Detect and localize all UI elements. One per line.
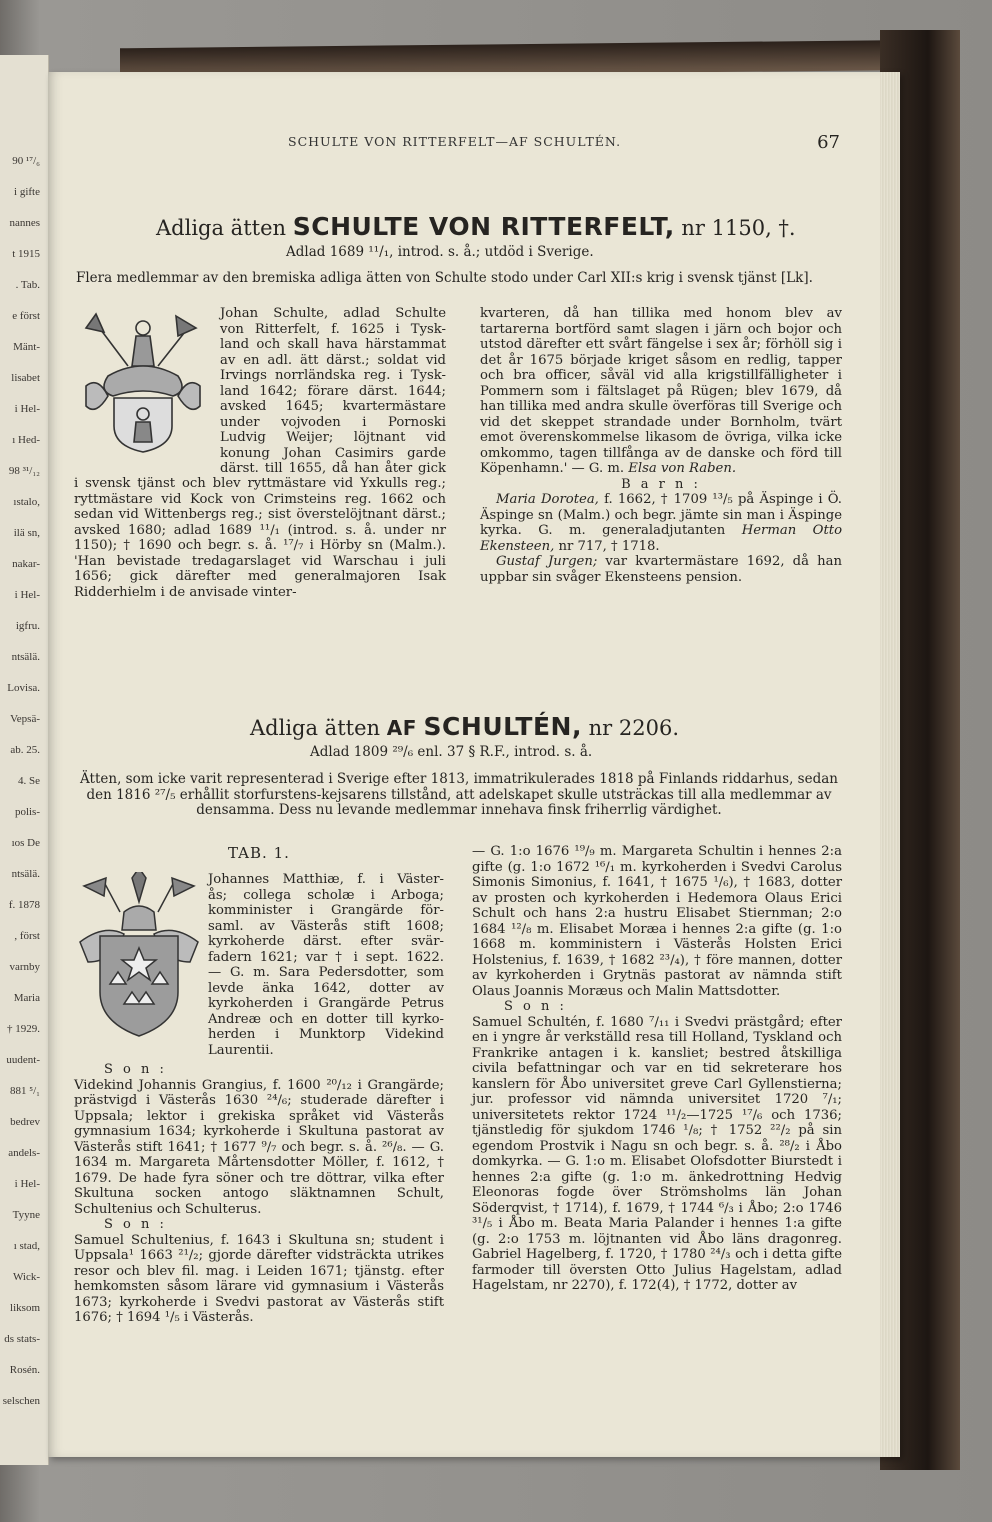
prev-page-fragment: t 1915: [12, 248, 40, 260]
family2-title-af: AF: [386, 716, 417, 740]
prev-page-fragment: ntsälä.: [11, 651, 40, 663]
family1-title-suffix: nr 1150, †.: [681, 216, 796, 240]
book-page: [48, 72, 900, 1457]
prev-page-fragment: . Tab.: [15, 279, 40, 291]
text-line: Johannes Matthiæ, f. i Väster-: [208, 872, 444, 887]
prev-page-fragment: ı stad,: [13, 1240, 40, 1252]
family1-intro: Flera medlemmar av den bremiska adliga ätten von Schulte stodo under Carl XII:s krig i svensk tjänst [Lk].: [76, 270, 813, 286]
family1-spouse: Elsa von Raben.: [628, 461, 737, 476]
prev-page-fragment: lisabet: [11, 372, 40, 384]
family2-son2-label: S o n :: [104, 1217, 167, 1232]
family2-son3-label: S o n :: [504, 999, 567, 1014]
prev-page-fragment: polis-: [14, 806, 40, 818]
previous-page-edge: [0, 55, 49, 1465]
prev-page-fragment: ı Hed-: [12, 434, 40, 446]
prev-page-fragment: ıos De: [11, 837, 40, 849]
text-line: Laurentii.: [208, 1042, 274, 1058]
prev-page-fragment: Tyyne: [12, 1209, 40, 1221]
family2-title-prefix: Adliga ätten: [250, 716, 381, 740]
page-number: 67: [817, 132, 840, 153]
family2-subtitle: Adlad 1809 ²⁹/₆ enl. 37 § R.F., introd. s. å.: [310, 744, 593, 760]
text-line: under vojvoden i Pornoski: [220, 414, 446, 430]
prev-page-fragment: bedrev: [10, 1116, 40, 1128]
text-line: komminister i Grangärde för-: [208, 903, 444, 918]
text-line: Ludvig Weijer; löjtnant vid: [220, 430, 446, 445]
text-line: saml. av Västerås stift 1608;: [208, 918, 444, 934]
family1-child2: [480, 554, 842, 585]
family2-right-col: [472, 844, 842, 1294]
family1-right-col: [480, 306, 842, 585]
prev-page-fragment: , först: [14, 930, 40, 942]
family1-child1: [480, 492, 842, 554]
prev-page-fragment: i Hel-: [14, 589, 40, 601]
prev-page-fragment: i gifte: [14, 186, 40, 198]
prev-page-fragment: nakar-: [12, 558, 40, 570]
family2-tab: TAB. 1.: [228, 844, 290, 862]
text-line: ås; collega scholæ i Arboga;: [208, 887, 444, 903]
text-line: Andreæ och en dotter till kyrko-: [208, 1011, 444, 1027]
prev-page-fragment: Rosén.: [9, 1364, 40, 1376]
family1-child2-name: Gustaf Jurgen;: [496, 554, 598, 569]
text-line: herden i Munktorp Videkind: [208, 1027, 444, 1042]
family2-title-suffix: nr 2206.: [588, 716, 680, 740]
text-line: av en adl. ätt därst.; soldat vid: [220, 352, 446, 368]
text-line: fadern 1621; var † i sept. 1622.: [208, 949, 444, 965]
family1-subtitle: Adlad 1689 ¹¹/₁, introd. s. å.; utdöd i Sverige.: [286, 244, 594, 260]
family2-intro: Ätten, som icke varit representerad i Sverige efter 1813, immatrikulerades 1818 på Finlands riddarhus, sedan den 1816 ²⁷/₅ erhållit storfurstens-kejsarens tillstånd, att adelskapet skulle utsträckas till alla medlemmar av densamma. Dess nu levande medlemmar innehava finsk friherrlig värdighet.: [80, 771, 838, 818]
family2-son2-text: Samuel Schultenius, f. 1643 i Skultuna sn; student i Uppsala¹ 1663 ²¹/₂; gjorde därefter vidsträckta utrikes resor och blev fil. mag. i Leiden 1671; tjänstg. efter hemkomsten såsom lärare vid gymnasium i Västerås 1673; kyrkoherde i Svedvi pastorat av Västerås stift 1676; † 1694 ¹/₅ i Västerås.: [74, 1232, 444, 1325]
family1-title: [156, 212, 796, 241]
family1-left-col-wrap: [220, 306, 446, 477]
prev-page-fragment: ntsälä.: [11, 868, 40, 880]
text-line: land 1642; förare därst. 1644;: [220, 383, 446, 399]
prev-page-fragment: selschen: [2, 1395, 40, 1407]
family2-son1-text: Videkind Johannis Grangius, f. 1600 ²⁰/₁₂ i Grangärde; prästvigd i Västerås 1630 ²⁴/₆; studerade därefter i Uppsala; lektor i grekiska språket vid Västerås gymnasium 1634; kyrkoherde i Skultuna pastorat av Västerås stift 1641; † 1677 ⁹/₇ och begr. s. å. ²⁶/₈. — G. 1634 m. Margareta Mårtensdotter Möller, f. 1612, † 1679. De hade fyra söner och tre döttrar, vilka efter Skultuna socken antogo släktnamnen Schult, Schultenius och Schulterus.: [74, 1077, 444, 1217]
text-line: därst. till 1655, då han åter gick: [220, 461, 446, 476]
prev-page-fragment: 4. Se: [18, 775, 40, 787]
prev-page-fragment: 90 ¹⁷/₆: [12, 155, 40, 167]
text-line: kyrkoherde därst. efter svär-: [208, 934, 444, 949]
prev-page-fragment: nannes: [9, 217, 40, 229]
text-line: land och skall hava härstammat: [220, 337, 446, 352]
text-line: avsked 1645; kvartermästare: [220, 399, 446, 414]
family2-title-name: SCHULTÉN,: [423, 712, 582, 741]
prev-page-fragment: ıstalo,: [13, 496, 40, 508]
prev-page-fragment: 98 ³¹/₁₂: [8, 465, 40, 477]
family1-right-text: kvarteren, då han tillika med honom blev av tartarerna bortförd samt slagen i järn och bojor och utstod därefter ett svårt fängelse i sex år; förhöll sig i det år 1675 började kriget såsom en redlig, tapper och bra officer, såväl vid alla krigstillfälligheter i Pommern som i fältslaget på Rügen; blev 1679, då han tillika med andra skulle överföras till Sverige och vid det skeppet strandade under Bornholm, tvärt emot överenskommelse likasom de övriga, vilka icke omkommo, tagen tillfånga av de danske och förd till Köpenhamn.' — G. m.: [480, 306, 842, 476]
prev-page-fragment: e först: [12, 310, 40, 322]
family1-left-col-rest: i svensk tjänst och blev ryttmästare vid Yxkulls reg.; ryttmästare vid Kock von Crimsteins reg. 1662 och sedan vid Wittenbergs reg.; sist överstelöjtnant därst.; avsked 1680; adlad 1689 ¹¹/₁ (introd. s. å. under nr 1150); † 1690 och begr. s. å. ¹⁷/₇ i Hörby sn (Malm.). 'Han bevistade tredagarslaget vid Warschau i juli 1656; gick därefter med generalmajoren Isak Ridderhielm i de anvisade vinter-: [74, 476, 446, 600]
prev-page-fragment: ilä sn,: [13, 527, 40, 539]
prev-page-fragment: varnby: [9, 961, 40, 973]
family2-son1-label: S o n :: [104, 1062, 167, 1077]
prev-page-fragment: † 1929.: [7, 1023, 40, 1035]
prev-page-fragment: f. 1878: [8, 899, 40, 911]
text-line: levde änka 1642, dotter av: [208, 980, 444, 996]
family1-title-name: SCHULTE VON RITTERFELT,: [292, 212, 675, 241]
family1-child2-text: var kvartermästare 1692, då han uppbar sin svåger Ekensteens pension.: [480, 554, 842, 585]
family2-left-col-wrap: [208, 872, 444, 1058]
family1-child1-name: Maria Dorotea,: [496, 492, 599, 507]
text-line: Johan Schulte, adlad Schulte: [220, 306, 446, 321]
family1-child1-tail: nr 717, † 1718.: [558, 538, 660, 554]
family1-child1-spouse: Herman Otto Ekensteen,: [480, 523, 843, 554]
coat-of-arms-schulten-icon: [74, 872, 204, 1042]
text-line: von Ritterfelt, f. 1625 i Tysk-: [220, 321, 446, 337]
running-head: SCHULTE VON RITTERFELT—AF SCHULTÉN.: [288, 134, 622, 149]
prev-page-fragment: liksom: [10, 1302, 40, 1314]
prev-page-fragment: Mänt-: [13, 341, 40, 353]
prev-page-fragment: uudent-: [6, 1054, 40, 1066]
family2-left-col-rest: [74, 1062, 444, 1326]
text-line: kyrkoherden i Grangärde Petrus: [208, 996, 444, 1011]
prev-page-fragment: andels-: [8, 1147, 40, 1159]
text-line: Irvings norrländska reg. i Tysk-: [220, 368, 446, 383]
coat-of-arms-schulte-icon: [78, 306, 208, 456]
text-line: — G. m. Sara Pedersdotter, som: [208, 965, 444, 980]
page-edge: [880, 72, 900, 1457]
family1-barn-label: B a r n :: [621, 476, 701, 492]
prev-page-fragment: igfru.: [15, 620, 40, 632]
family1-child1-text: f. 1662, † 1709 ¹³/₅ på Äspinge i Ö. Äspinge sn (Malm.) och begr. jämte sin man i Äspinge kyrka. G. m. generaladjutanten: [480, 492, 842, 538]
prev-page-fragment: Maria: [13, 992, 40, 1004]
prev-page-fragment: Wick-: [12, 1271, 40, 1283]
family2-right-text-1: — G. 1:o 1676 ¹⁹/₉ m. Margareta Schultin i hennes 2:a gifte (g. 1:o 1672 ¹⁶/₁ m. kyrkoherden i Svedvi Carolus Simonis Simonius, f. 1641, † 1675 ¹/₆), † 1683, dotter av prosten och kyrkoherden i Hedemora Olaus Erici Schult och hans 2:a hustru Elisabet Stiernman; 2:o 1684 ¹²/₈ m. Elisabet Moræa i hennes 2:a gifte (g. 1:o 1668 m. komministern i Västerås Holsten Erici Holstenius, f. 1639, † 1682 ²³/₄), † före mannen, dotter av kyrkoherden i Grytnäs pastorat av nämnda stift Olaus Joannis Moræus och Malin Mattsdotter.: [472, 844, 842, 999]
prev-page-fragment: i Hel-: [14, 403, 40, 415]
prev-page-fragment: 881 ⁵/₁: [10, 1085, 40, 1097]
family2-title: [250, 712, 679, 741]
prev-page-fragment: ds stats-: [4, 1333, 40, 1345]
prev-page-fragment: i Hel-: [14, 1178, 40, 1190]
family2-right-text-2: Samuel Schultén, f. 1680 ⁷/₁₁ i Svedvi prästgård; efter en i yngre år verkställd resa till Holland, Tyskland och Frankrike antagen i k. kansliet; bestred åtskilliga civila befattningar och var en tid sekreterare hos kanslern för Åbo universitet greve Carl Gyllenstierna; jur. professor vid nämnda universitet 1720 ⁷/₁; universitetets rektor 1724 ¹¹/₂—1725 ¹⁷/₆ och 1736; tjänstledig för sjukdom 1746 ¹/₈; † 1752 ²²/₂ på sin egendom Prostvik i Nagu sn och begr. s. å. ²⁸/₂ i Åbo domkyrka. — G. 1:o m. Elisabet Olofsdotter Biurstedt i hennes 2:a gifte (g. 1:o m. änkedrottning Hedvig Eleonoras fogde över Strömsholms län Johan Söderqvist, † 1714), f. 1679, † 1744 ⁶/₃ i Åbo; 2:o 1746 ³¹/₅ i Åbo m. Beata Maria Palander i hennes 1:a gifte (g. 2:o 1753 m. löjtnanten vid Åbo läns dragonreg. Gabriel Hagelberg, f. 1720, † 1780 ²⁴/₃ och i detta gifte farmoder till översten Otto Julius Hagelstam, adlad Hagelstam, nr 2270), f. 172(4), † 1772, dotter av: [472, 1014, 842, 1293]
prev-page-fragment: Vepsä-: [10, 713, 40, 725]
prev-page-fragment: Lovisa.: [7, 682, 40, 694]
family1-title-prefix: Adliga ätten: [156, 216, 287, 240]
prev-page-fragment: ab. 25.: [10, 744, 40, 756]
text-line: konung Johan Casimirs garde: [220, 445, 446, 461]
